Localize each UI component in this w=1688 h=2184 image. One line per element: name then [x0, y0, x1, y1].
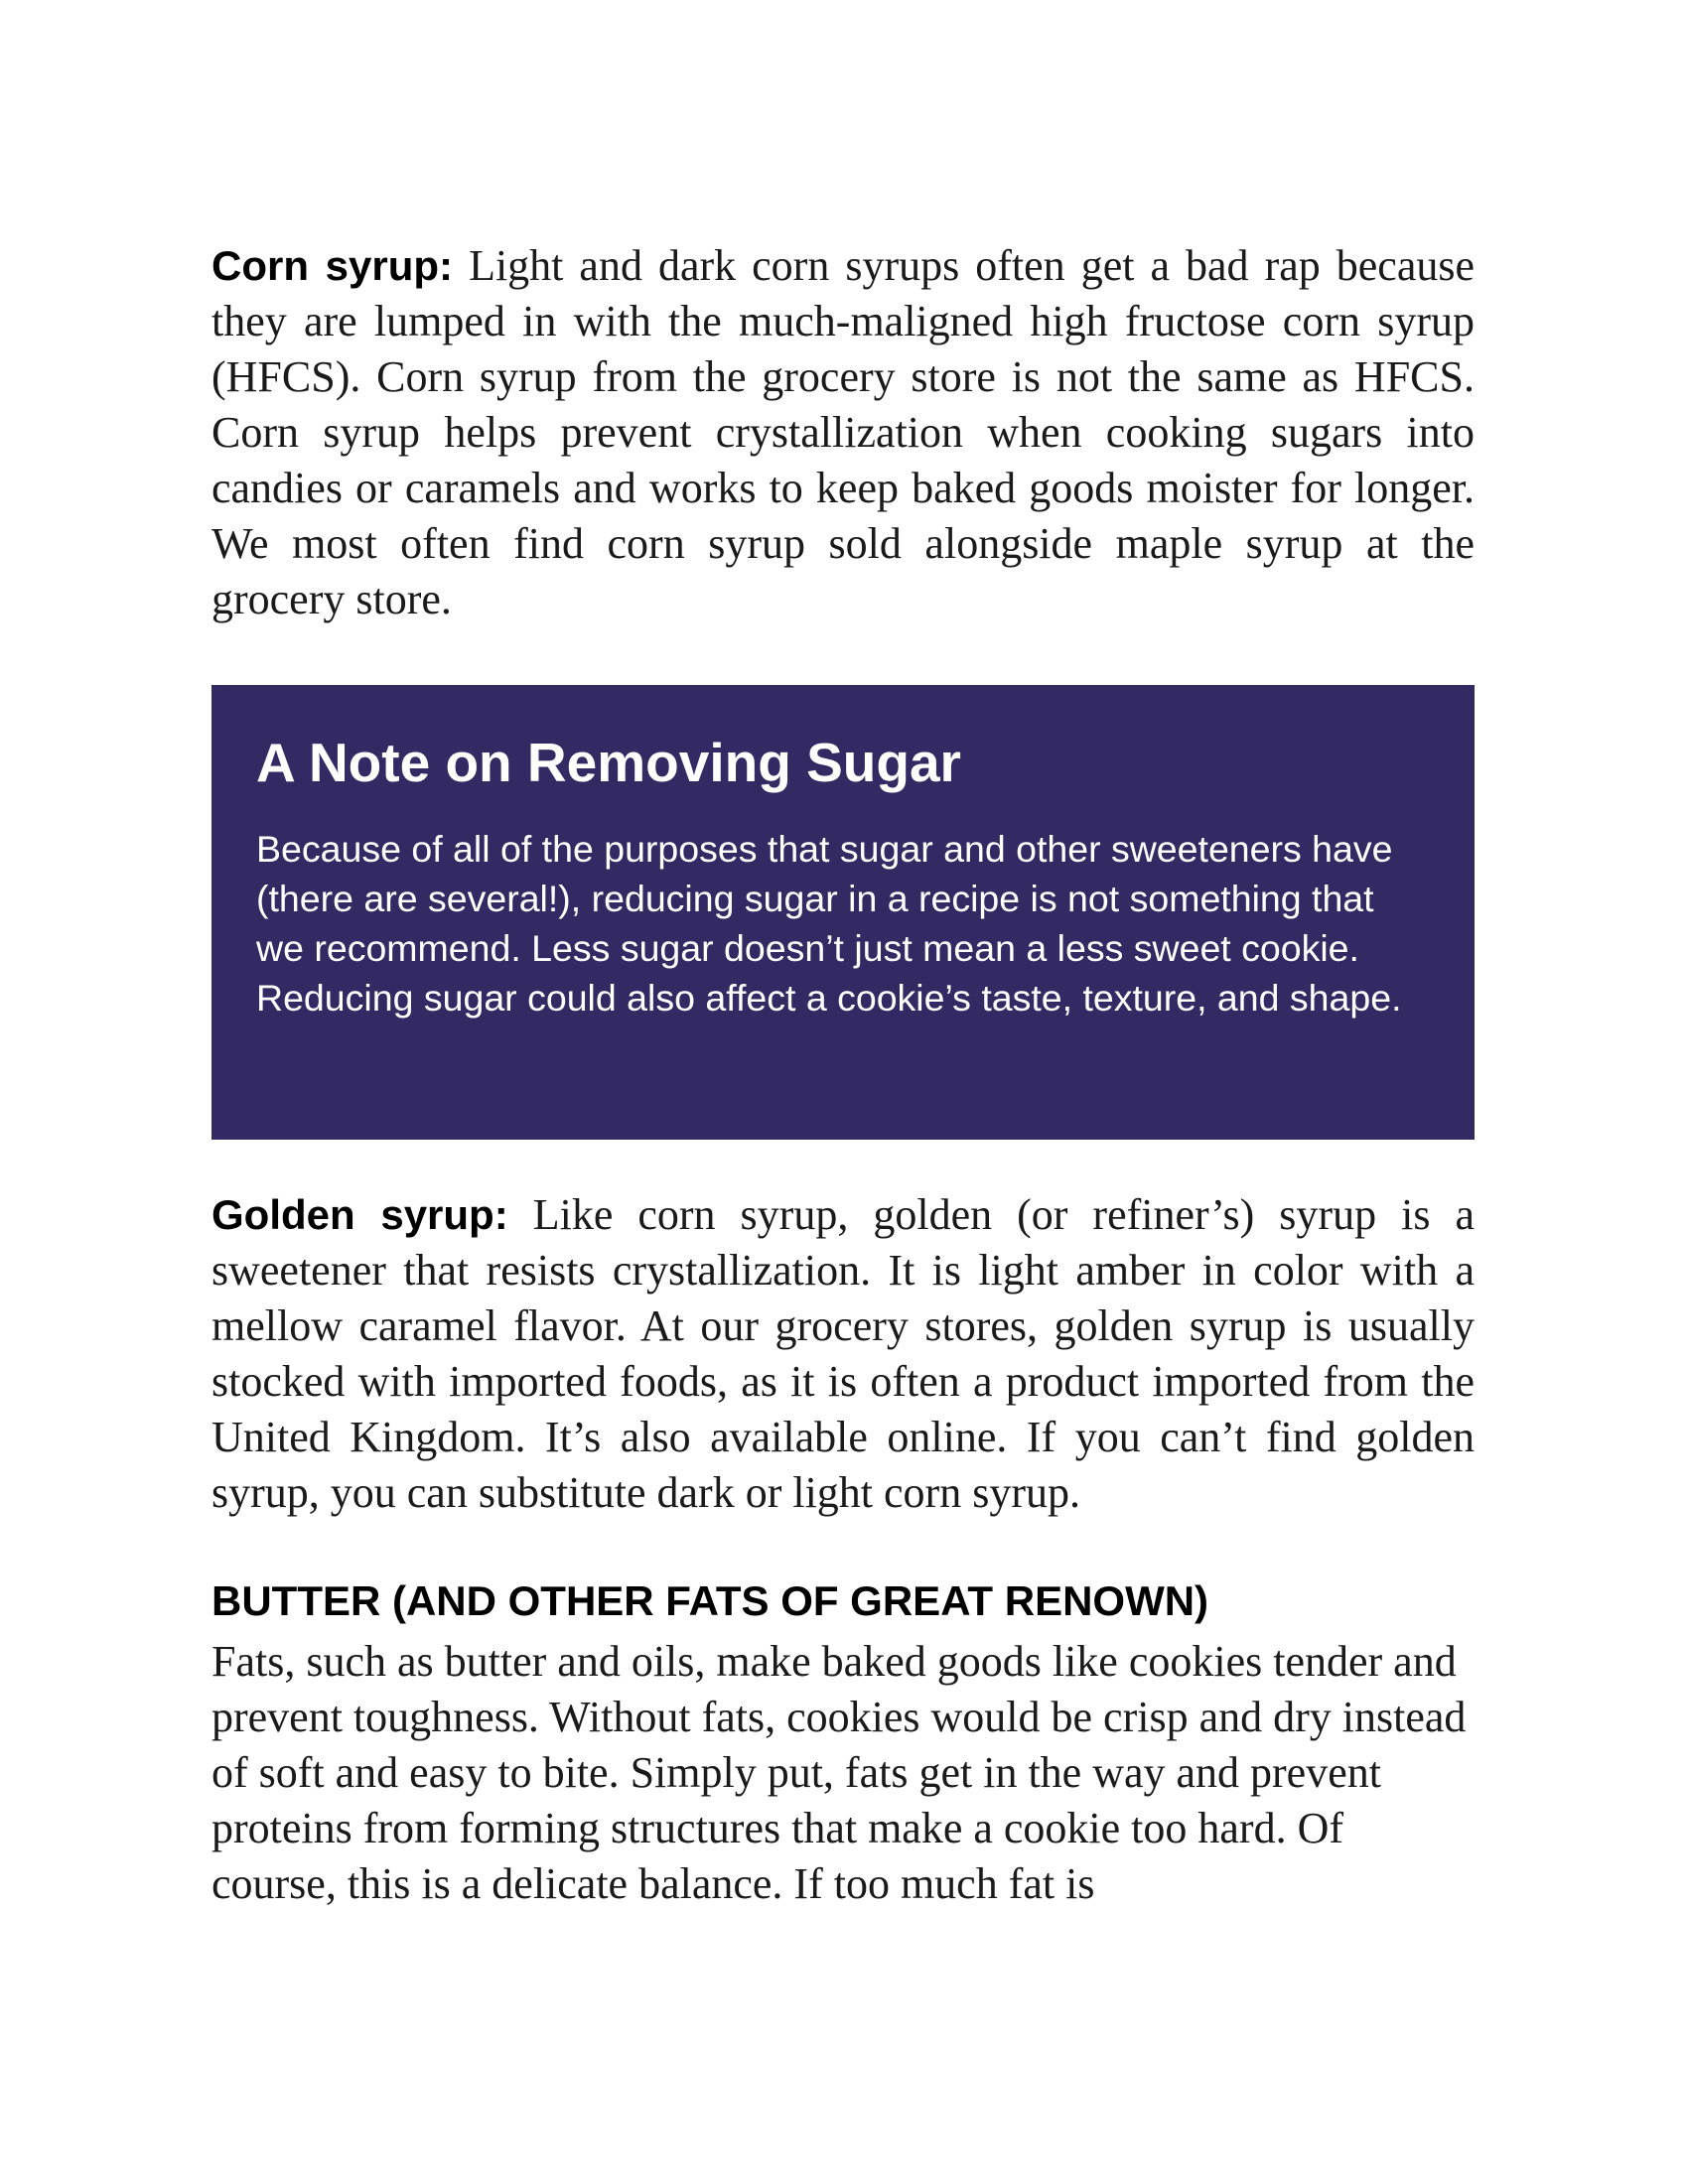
page-content — [211, 238, 1475, 1912]
golden-syrup-paragraph — [211, 1187, 1475, 1521]
golden-syrup-text: Like corn syrup, golden (or refiner’s) syrup is a sweetener that resists crystallization. It is light amber in color with a mellow caramel flavor. At our grocery stores, golden syrup is usually stocked with imported foods, as it is often a product imported from the United Kingdom. It’s also available online. If you can’t find golden syrup, you can substitute dark or light corn syrup. — [211, 1190, 1475, 1517]
butter-paragraph: Fats, such as butter and oils, make baked goods like cookies tender and prevent toughness. Without fats, cookies would be crisp and dry instead of soft and easy to bite. Simply put, fats get in the way and prevent proteins from forming structures that make a cookie too hard. Of course, this is a delicate balance. If too much fat is — [211, 1637, 1467, 1908]
corn-syrup-text: Light and dark corn syrups often get a bad rap because they are lumped in with the much-maligned high fructose corn syrup (HFCS). Corn syrup from the grocery store is not the same as HFCS. Corn syrup helps prevent crystallization when cooking sugars into candies or caramels and works to keep baked goods moister for longer. We most often find corn syrup sold alongside maple syrup at the grocery store. — [211, 241, 1476, 623]
butter-section-heading: BUTTER (AND OTHER FATS OF GREAT RENOWN) — [211, 1577, 1209, 1624]
corn-syrup-term: Corn syrup: — [211, 242, 454, 289]
sugar-note-callout — [211, 685, 1475, 1140]
note-body: Because of all of the purposes that sugar and other sweeteners have (there are several!), reducing sugar in a recipe is not something that we recommend. Less sugar doesn’t just mean a less sweet cookie. Reducing sugar could also affect a cookie’s taste, texture, and shape. — [256, 828, 1402, 1019]
note-title: A Note on Removing Sugar — [256, 732, 961, 793]
golden-syrup-term: Golden syrup: — [211, 1191, 508, 1238]
corn-syrup-paragraph — [211, 238, 1475, 627]
